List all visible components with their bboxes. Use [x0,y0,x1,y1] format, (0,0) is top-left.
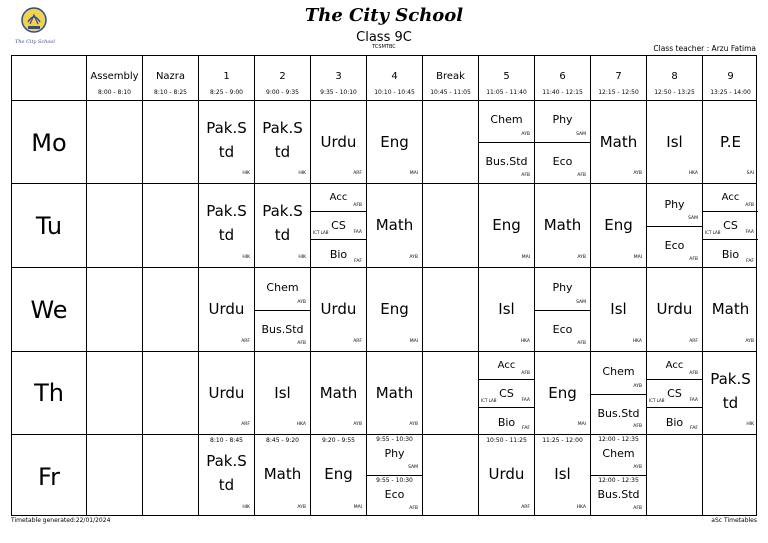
lesson-cell[interactable]: Acc AFB [721,192,754,208]
lesson-cell[interactable]: ICT LAB CS FAA [705,219,754,235]
lesson-cell[interactable]: Eng MAI [604,216,642,260]
class-code: TCSMTBC [372,44,396,50]
lesson-cell[interactable]: 9:55 - 10:30 Phy SAM [376,436,418,470]
lesson-cell[interactable]: Eco AFB [552,155,586,178]
lesson-cell[interactable]: Isl HKA [498,300,530,344]
school-name: The City School [304,5,464,26]
col-header-1: 1 8:25 - 9:00 [210,71,243,96]
lesson-cell[interactable]: Math AYB [543,216,586,260]
class-title: Class 9C [356,30,412,45]
lesson-cell[interactable]: P.E SAI [720,133,754,176]
lesson-cell[interactable]: Pak.S td HIK [262,202,306,260]
timetable-grid [11,55,757,516]
col-header-2: 2 9:00 - 9:35 [266,71,299,96]
lesson-cell[interactable]: Eco AFB [552,323,586,346]
lesson-cell[interactable]: ICT LAB CS FAA [481,387,530,403]
col-header-nazra: Nazra 8:10 - 8:25 [154,71,187,96]
day-label-tuesday: Tu [35,212,63,240]
lesson-cell[interactable]: ICT LAB CS FAA [649,387,698,403]
lesson-cell[interactable]: Bus.Std AFB [485,155,530,178]
lesson-cell[interactable]: Urdu ARF [656,300,698,344]
lesson-cell[interactable]: Isl HKA [666,133,698,176]
lesson-cell[interactable]: Math AYB [599,133,642,176]
col-header-8: 8 12:50 - 13:25 [654,71,695,96]
lesson-cell[interactable]: 12:00 - 12:35 Bus.Std AFB [597,477,642,511]
lesson-cell[interactable]: Chem AYB [266,281,306,305]
lesson-cell[interactable]: Isl HKA [610,300,642,344]
lesson-cell[interactable]: Math AYB [375,384,418,427]
day-label-wednesday: We [30,296,68,324]
lesson-cell[interactable]: Bio FAF [665,416,698,431]
lesson-cell[interactable]: Phy SAM [552,281,586,305]
col-header-break: Break 10:45 - 11:05 [430,71,471,96]
lesson-cell[interactable]: Eng MAI [548,384,586,427]
lesson-cell[interactable]: 10:50 - 11:25 Urdu ARF [486,437,530,510]
col-header-3: 3 9:35 - 10:10 [320,71,357,96]
lesson-cell[interactable]: Phy SAM [664,198,698,221]
lesson-cell[interactable]: 11:25 - 12:00 Isl HKA [542,437,586,510]
lesson-cell[interactable]: Eco AFB [664,239,698,262]
lesson-cell[interactable]: Acc AFB [665,360,698,376]
lesson-cell[interactable]: Eng MAI [380,300,418,344]
lesson-cell[interactable]: Bus.Std AFB [597,407,642,429]
lesson-cell[interactable]: Chem AYB [602,365,642,389]
lesson-cell[interactable]: Acc AFB [329,192,362,208]
lesson-cell[interactable]: Chem AYB [490,113,530,137]
lesson-cell[interactable]: Urdu ARF [320,300,362,344]
logo-caption: The City School [14,39,56,45]
lesson-cell[interactable]: Math AYB [319,384,362,427]
lesson-cell[interactable]: 9:55 - 10:30 Eco AFB [376,477,418,511]
lesson-cell[interactable]: Urdu ARF [208,300,250,344]
class-teacher: Class teacher : Arzu Fatima [653,44,756,53]
day-label-monday: Mo [31,129,67,157]
lesson-cell[interactable]: Urdu ARF [208,384,250,427]
lesson-cell[interactable]: Bus.Std AFB [261,323,306,346]
lesson-cell[interactable]: Isl HKA [274,384,306,427]
col-header-6: 6 11:40 - 12:15 [542,71,583,96]
col-header-5: 5 11:05 - 11:40 [486,71,527,96]
lesson-cell[interactable]: Urdu ARF [320,133,362,176]
lesson-cell[interactable]: Phy SAM [552,113,586,137]
day-label-thursday: Th [34,379,64,407]
lesson-cell[interactable]: Eng MAI [380,133,418,176]
day-label-friday: Fr [38,463,60,491]
lesson-cell[interactable]: 8:45 - 9:20 Math AYB [263,437,306,510]
lesson-cell[interactable]: Bio FAF [497,416,530,431]
lesson-cell[interactable]: ICT LAB CS FAA [313,219,362,235]
lesson-cell[interactable]: Eng MAI [492,216,530,260]
col-header-assembly: Assembly 8:00 - 8:10 [90,71,139,96]
lesson-cell[interactable]: Pak.S td HIK [710,370,754,427]
lesson-cell[interactable]: Bio FAF [329,248,362,264]
lesson-cell[interactable]: Pak.S td HIK [262,119,306,176]
lesson-cell[interactable]: 9:20 - 9:55 Eng MAI [322,437,362,510]
lesson-cell[interactable]: Math AYB [711,300,754,344]
lesson-cell[interactable]: 8:10 - 8:45 Pak.S td HIK [206,437,250,510]
lesson-cell[interactable]: Pak.S td HIK [206,202,250,260]
timetable-generated-date: Timetable generated:22/01/2024 [11,517,111,524]
lesson-cell[interactable]: Acc AFB [497,360,530,376]
lesson-cell[interactable]: 12:00 - 12:35 Chem AYB [598,436,642,470]
lesson-cell[interactable]: Bio FAF [721,248,754,264]
lesson-cell[interactable]: Math AYB [375,216,418,260]
lesson-cell[interactable]: Pak.S td HIK [206,119,250,176]
asc-timetables-brand: aSc Timetables [711,517,757,524]
col-header-7: 7 12:15 - 12:50 [598,71,639,96]
col-header-4: 4 10:10 - 10:45 [374,71,415,96]
col-header-9: 9 13:25 - 14:00 [710,71,751,96]
